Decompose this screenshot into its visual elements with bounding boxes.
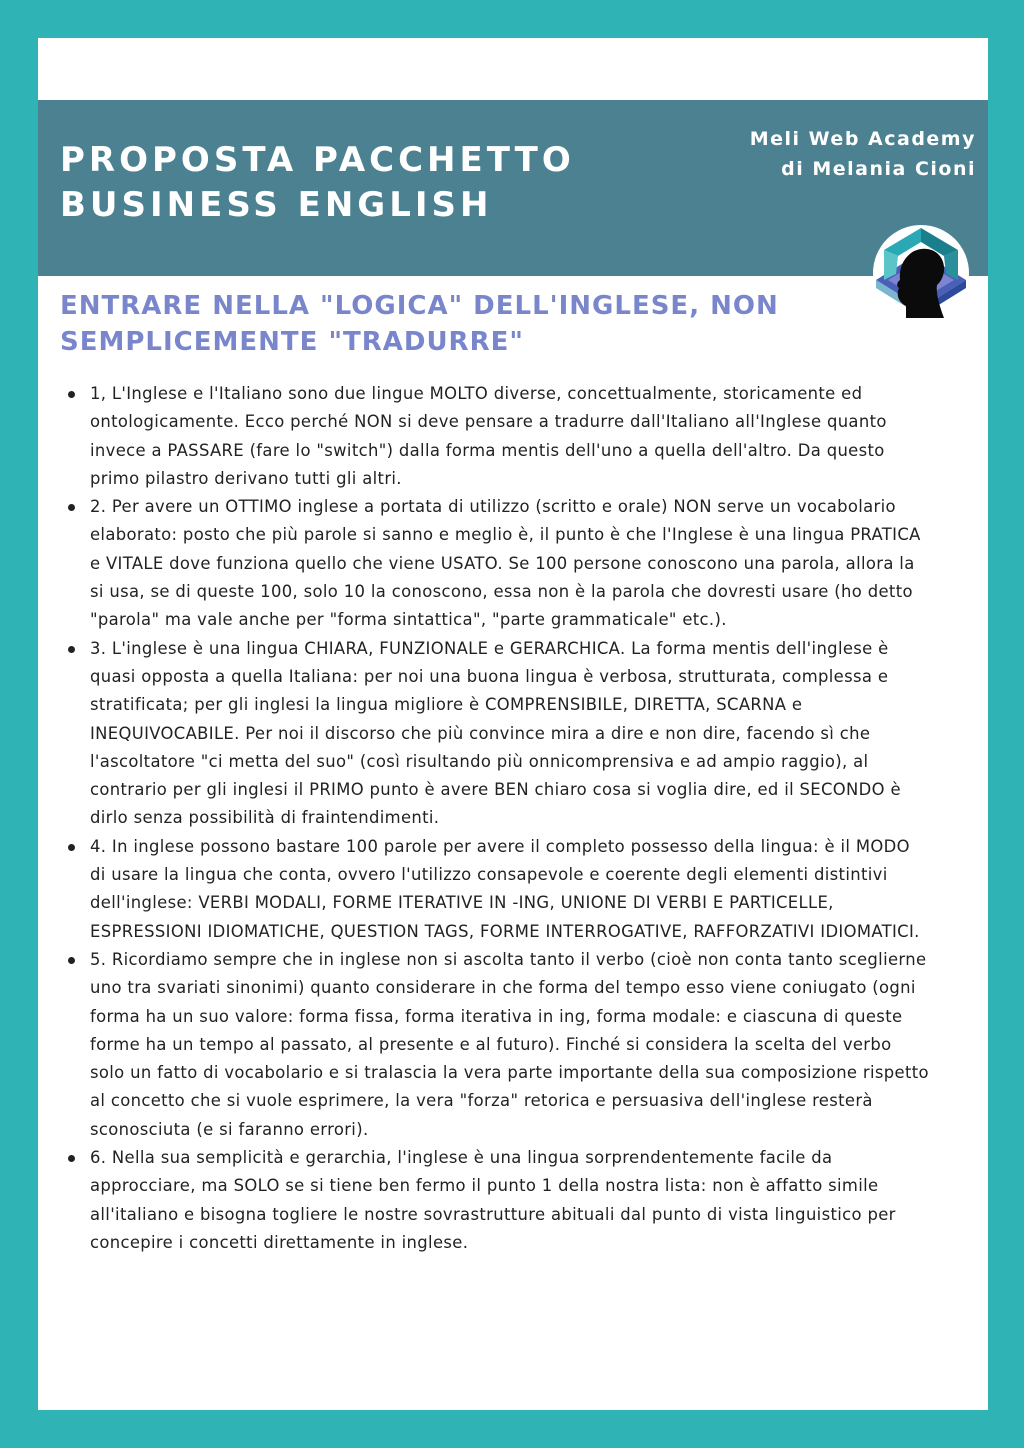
list-item: 6. Nella sua semplicità e gerarchia, l'inglese è una lingua sorprendentemente facile da approcciare, ma SOLO se si tiene ben fermo il punto 1 della nostra lista: non è affatto simile all'italiano e bisogna togliere le nostre sovrastrutture abituali dal punto di vista linguistico per concepire i concetti direttamente in inglese.	[62, 1144, 930, 1257]
list-item: 1, L'Inglese e l'Italiano sono due lingue MOLTO diverse, concettualmente, storicamente ed ontologicamente. Ecco perché NON si deve pensare a tradurre dall'Italiano all'Inglese quanto invece a PASSARE (fare lo "switch") dalla forma mentis dell'uno a quella dell'altro. Da questo primo pilastro derivano tutti gli altri.	[62, 380, 930, 493]
key-points-list	[62, 380, 930, 1257]
title-line-2: BUSINESS ENGLISH	[60, 185, 493, 225]
brand-name: Meli Web Academy	[749, 128, 976, 150]
list-item: 5. Ricordiamo sempre che in inglese non si ascolta tanto il verbo (cioè non conta tanto sceglierne uno tra svariati sinonimi) quanto considerare in che forma del tempo esso viene coniugato (ogni forma ha un suo valore: forma fissa, forma iterativa in ing, forma modale: e ciascuna di queste forme ha un tempo al passato, al presente e al futuro). Finché si considera la scelta del verbo solo un fatto di vocabolario e si tralascia la vera parte importante della sua composizione rispetto al concetto che si vuole esprimere, la vera "forza" retorica e persuasiva dell'inglese resterà sconosciuta (e si faranno errori).	[62, 946, 930, 1144]
section-heading: ENTRARE NELLA "LOGICA" DELL'INGLESE, NON SEMPLICEMENTE "TRADURRE"	[60, 291, 779, 357]
document-page	[38, 38, 988, 1410]
title-line-1: PROPOSTA PACCHETTO	[60, 140, 575, 180]
brand-block	[750, 124, 976, 184]
page-title	[60, 138, 575, 228]
header-banner	[38, 100, 988, 276]
profile-silhouette-logo-icon	[866, 222, 976, 324]
brand-author: di Melania Cioni	[781, 158, 976, 180]
list-item: 3. L'inglese è una lingua CHIARA, FUNZIONALE e GERARCHICA. La forma mentis dell'inglese è quasi opposta a quella Italiana: per noi una buona lingua è verbosa, strutturata, complessa e stratificata; per gli inglesi la lingua migliore è COMPRENSIBILE, DIRETTA, SCARNA e INEQUIVOCABILE. Per noi il discorso che più convince mira a dire e non dire, facendo sì che l'ascoltatore "ci metta del suo" (così risultando più onnicomprensiva e ad ampio raggio), al contrario per gli inglesi il PRIMO punto è avere BEN chiaro cosa si voglia dire, ed il SECONDO è dirlo senza possibilità di fraintendimenti.	[62, 635, 930, 833]
list-item: 4. In inglese possono bastare 100 parole per avere il completo possesso della lingua: è il MODO di usare la lingua che conta, ovvero l'utilizzo consapevole e coerente degli elementi distintivi dell'inglese: VERBI MODALI, FORME ITERATIVE IN -ING, UNIONE DI VERBI E PARTICELLE, ESPRESSIONI IDIOMATICHE, QUESTION TAGS, FORME INTERROGATIVE, RAFFORZATIVI IDIOMATICI.	[62, 833, 930, 946]
list-item: 2. Per avere un OTTIMO inglese a portata di utilizzo (scritto e orale) NON serve un vocabolario elaborato: posto che più parole si sanno e meglio è, il punto è che l'Inglese è una lingua PRATICA e VITALE dove funziona quello che viene USATO. Se 100 persone conoscono una parola, allora la si usa, se di queste 100, solo 10 la conoscono, essa non è la parola che dovresti usare (ho detto "parola" ma vale anche per "forma sintattica", "parte grammaticale" etc.).	[62, 493, 930, 634]
